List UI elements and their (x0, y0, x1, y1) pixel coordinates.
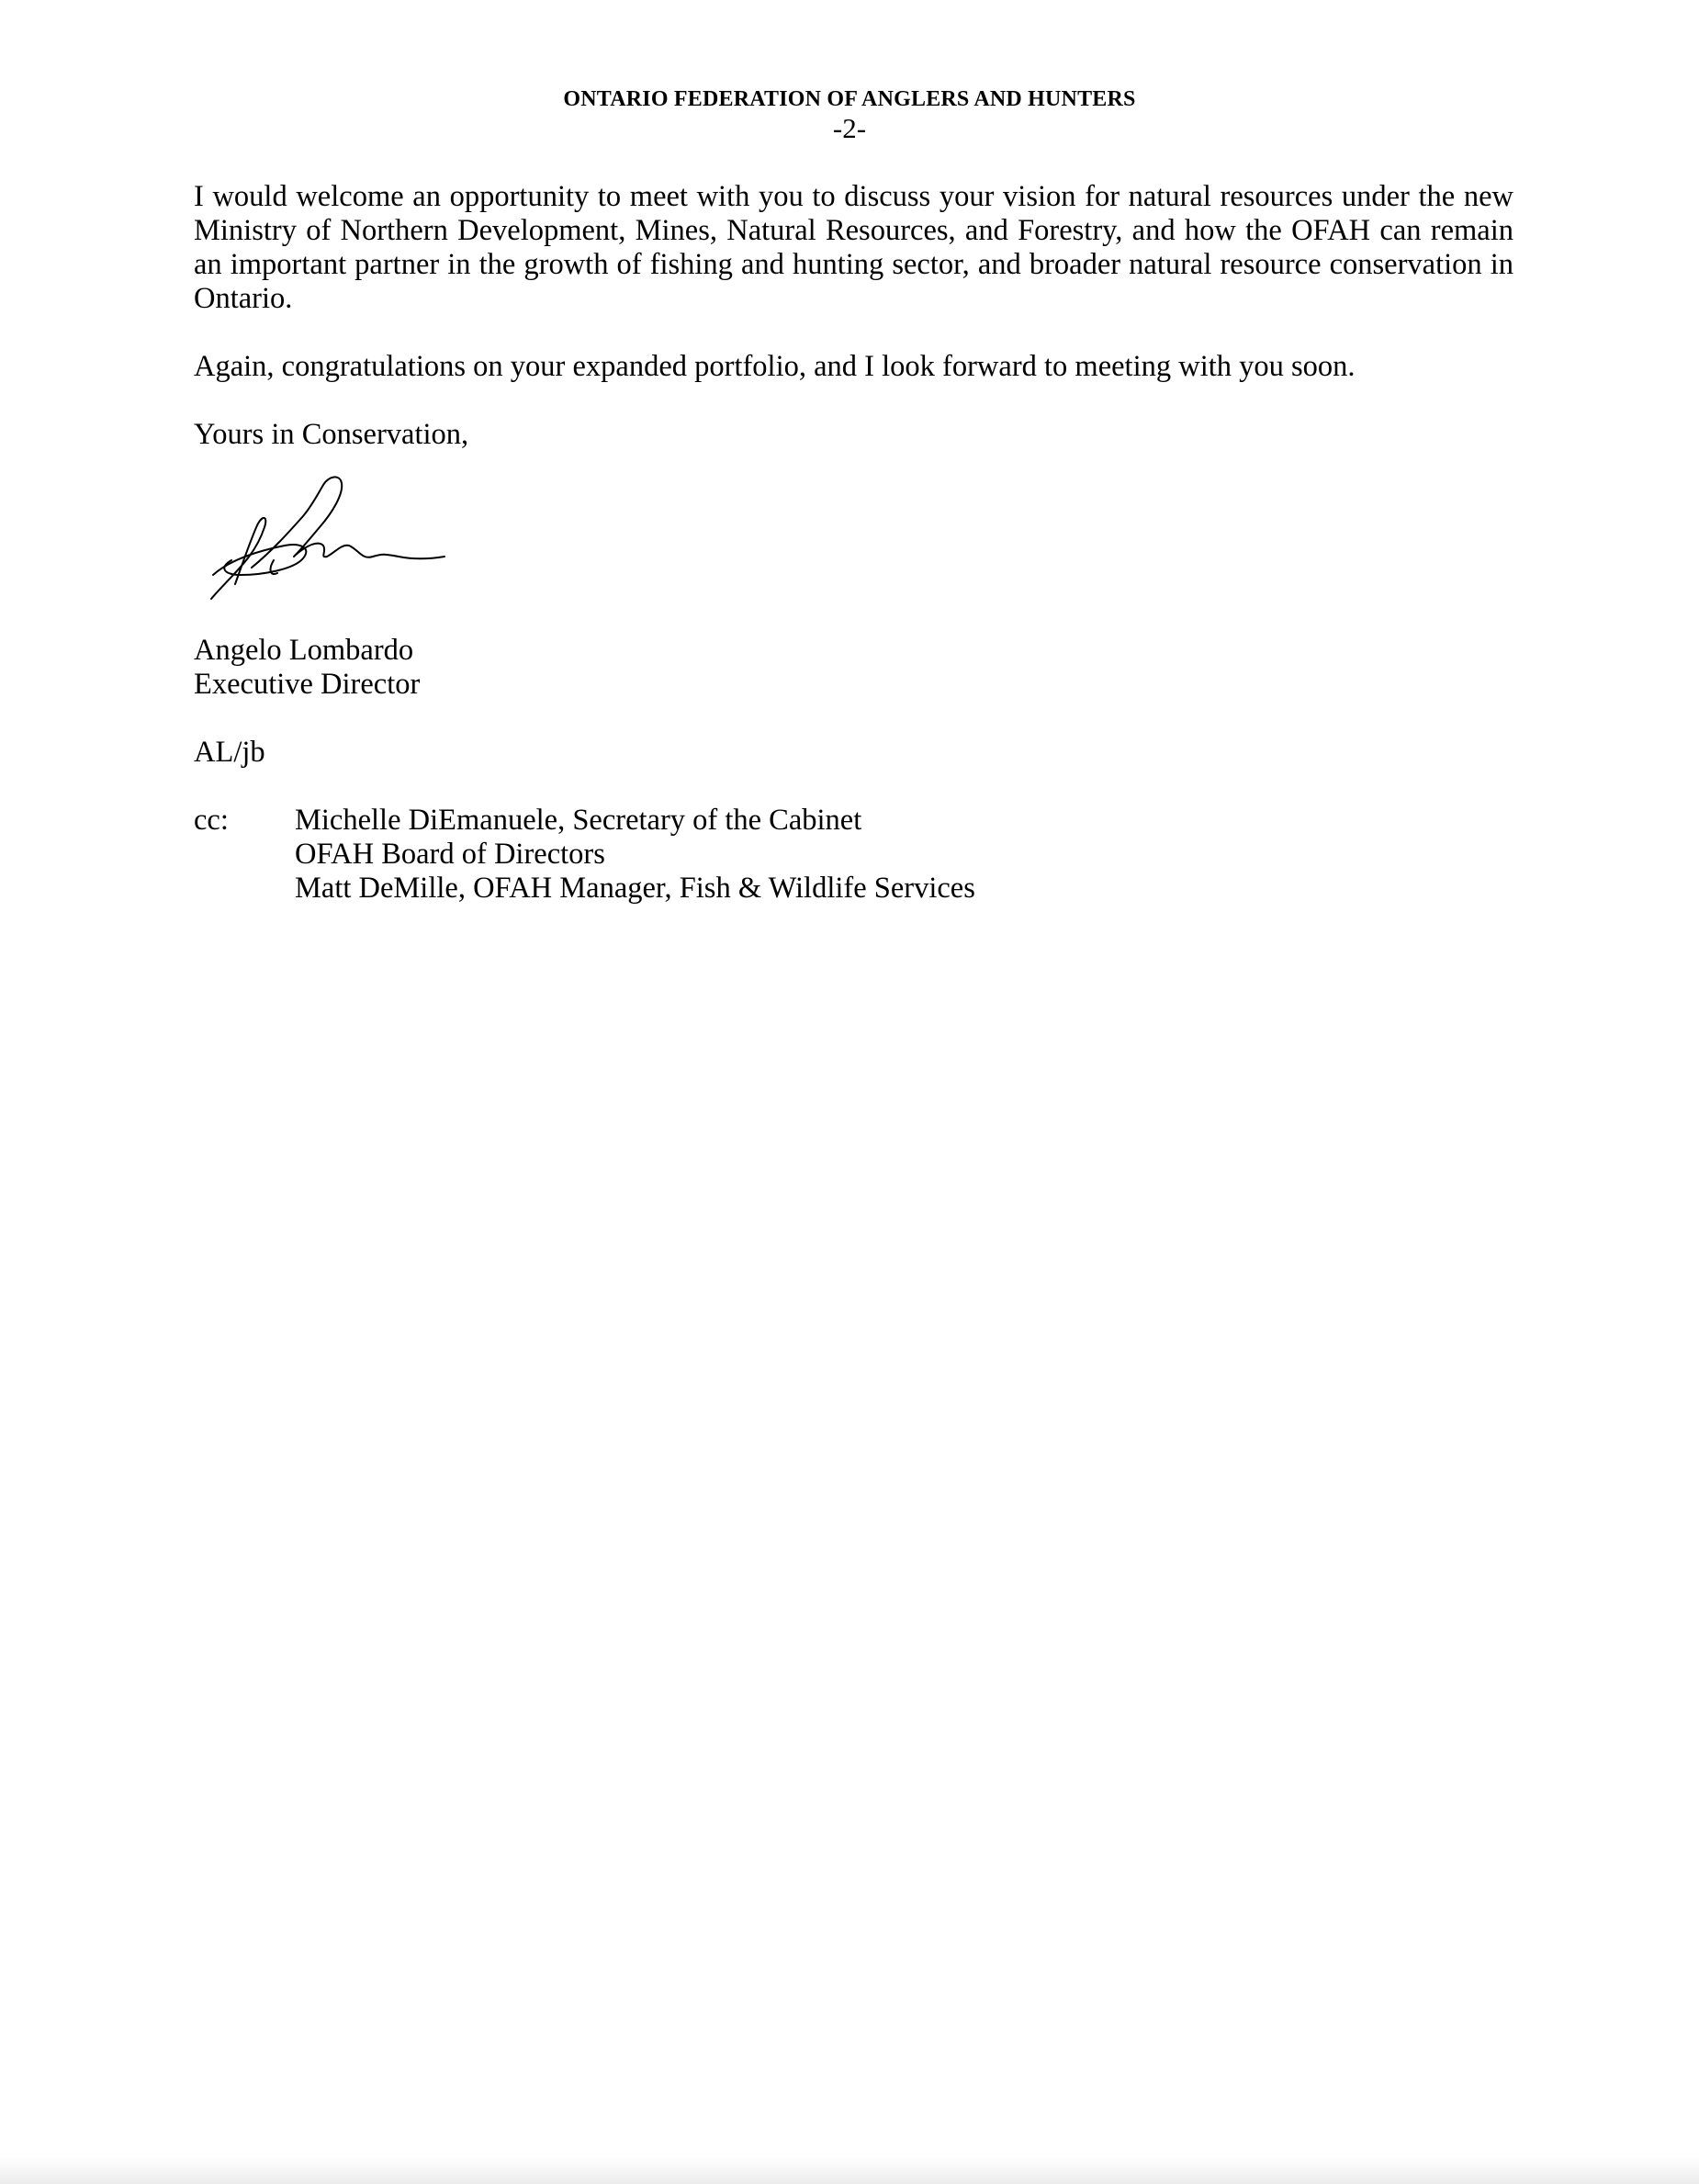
cc-recipient: OFAH Board of Directors (295, 838, 605, 871)
cc-recipient-list (295, 804, 975, 906)
page-number: -2- (832, 112, 867, 144)
body-paragraph-1: I would welcome an opportunity to meet with you to discuss your vision for natural resources under the new Ministry of Northern Development, Mines, Natural Resources, and Forestry, and how the OFAH can remain an important partner in the growth of fishing and hunting sector, and broader natural resource conservation in Ontario. (194, 180, 1513, 315)
handwritten-signature (204, 472, 452, 605)
cc-recipient: Michelle DiEmanuele, Secretary of the Cabinet (295, 804, 862, 837)
cc-label: cc: (194, 804, 229, 837)
cc-recipient: Matt DeMille, OFAH Manager, Fish & Wildlife Services (295, 872, 975, 905)
signer-title: Executive Director (194, 668, 421, 701)
organization-heading: ONTARIO FEDERATION OF ANGLERS AND HUNTERS (563, 87, 1136, 111)
page-bottom-edge (0, 2156, 1699, 2184)
body-paragraph-2: Again, congratulations on your expanded portfolio, and I look forward to meeting with you soon. (194, 350, 1356, 383)
signer-name: Angelo Lombardo (194, 634, 414, 667)
closing-line: Yours in Conservation, (194, 418, 469, 451)
reference-initials: AL/jb (194, 736, 265, 769)
